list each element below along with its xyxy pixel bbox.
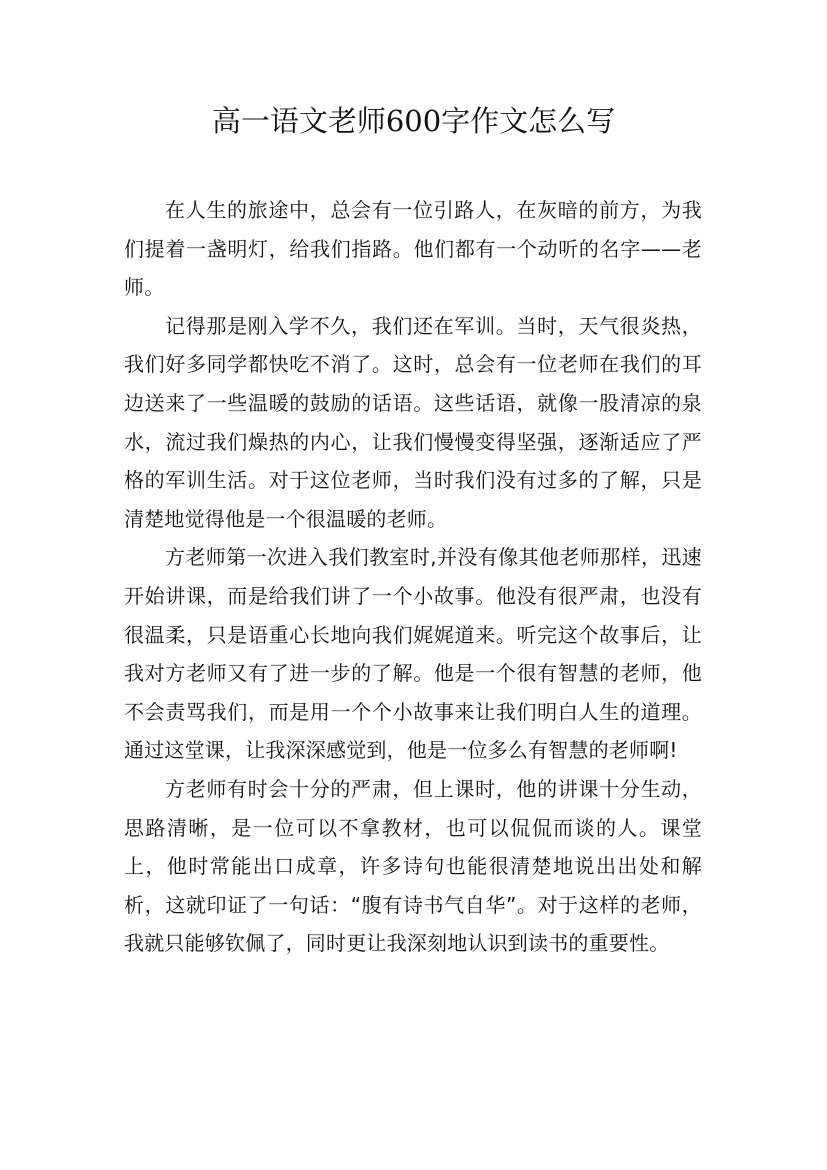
document-title: 高一语文老师600字作文怎么写 <box>211 104 616 138</box>
paragraph-2: 记得那是刚入学不久，我们还在军训。当时，天气很炎热，我们好多同学都快吃不消了。这时，总会有一位老师在我们的耳边送来了一些温暖的鼓励的话语。这些话语，就像一股清凉的泉水，流过我们燥热的内心，让我们慢慢变得坚强，逐渐适应了严格的军训生活。对于这位老师，当时我们没有过多的了解，只是清楚地觉得他是一个很温暖的老师。 <box>124 313 702 531</box>
document-body <box>124 191 702 963</box>
paragraph-1: 在人生的旅途中，总会有一位引路人，在灰暗的前方，为我们提着一盏明灯，给我们指路。他们都有一个动听的名字——老师。 <box>124 198 702 300</box>
paragraph-3: 方老师第一次进入我们教室时,并没有像其他老师那样，迅速开始讲课，而是给我们讲了一个小故事。他没有很严肃，也没有很温柔，只是语重心长地向我们娓娓道来。听完这个故事后，让我对方老师又有了进一步的了解。他是一个很有智慧的老师，他不会责骂我们，而是用一个个小故事来让我们明白人生的道理。通过这堂课，让我深深感觉到，他是一位多么有智慧的老师啊! <box>124 545 702 763</box>
paragraph-4: 方老师有时会十分的严肃，但上课时，他的讲课十分生动，思路清晰，是一位可以不拿教材，也可以侃侃而谈的人。课堂上，他时常能出口成章，许多诗句也能很清楚地说出出处和解析，这就印证了一句话：“腹有诗书气自华”。对于这样的老师，我就只能够钦佩了，同时更让我深刻地认识到读书的重要性。 <box>124 776 702 956</box>
